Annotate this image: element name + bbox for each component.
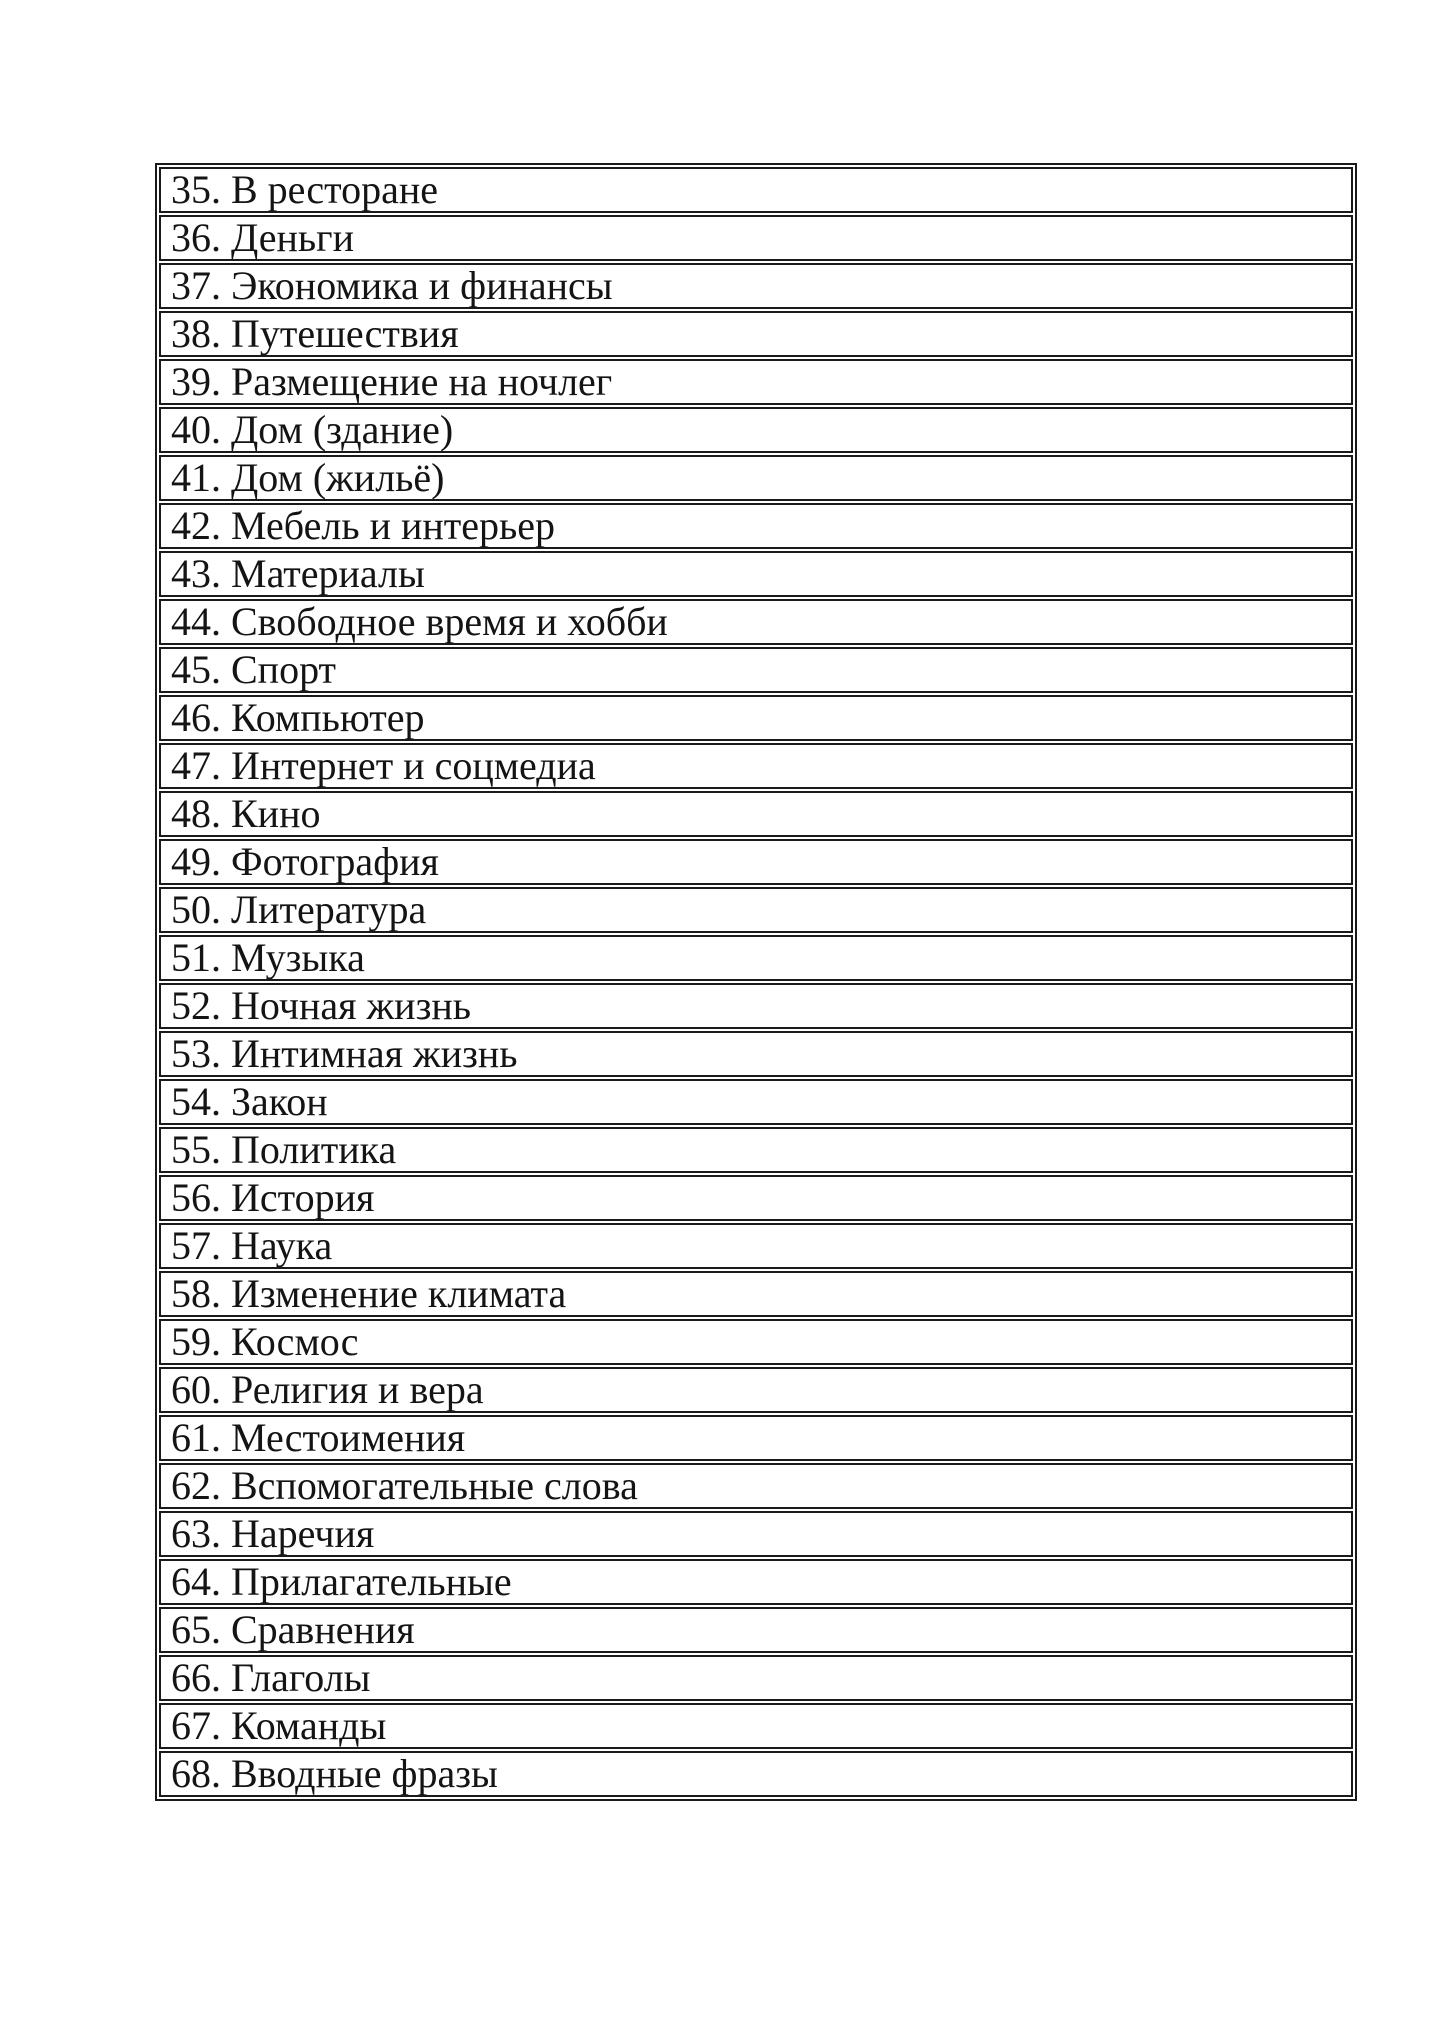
table-row [159, 647, 1353, 693]
toc-entry [159, 1319, 1353, 1365]
toc-entry [159, 311, 1353, 357]
toc-entry [159, 983, 1353, 1029]
toc-entry [159, 1703, 1353, 1749]
table-row [159, 1127, 1353, 1173]
toc-entry-text: 57. Наука [171, 1223, 333, 1268]
toc-entry [159, 1367, 1353, 1413]
table-row [159, 551, 1353, 597]
table-row [159, 1175, 1353, 1221]
toc-entry-text: 64. Прилагательные [171, 1559, 512, 1604]
table-row [159, 503, 1353, 549]
toc-entry [159, 263, 1353, 309]
table-row [159, 311, 1353, 357]
toc-entry-text: 49. Фотография [171, 839, 439, 884]
table-row [159, 1415, 1353, 1461]
toc-entry-text: 52. Ночная жизнь [171, 983, 472, 1028]
toc-entry-text: 62. Вспомогательные слова [171, 1463, 638, 1508]
toc-entry-text: 60. Религия и вера [171, 1367, 484, 1412]
toc-entry-text: 55. Политика [171, 1127, 397, 1172]
toc-entry-text: 48. Кино [171, 791, 321, 836]
toc-entry-text: 43. Материалы [171, 551, 425, 596]
toc-entry [159, 935, 1353, 981]
toc-entry-text: 36. Деньги [171, 215, 354, 260]
toc-entry [159, 359, 1353, 405]
table-row [159, 1703, 1353, 1749]
toc-entry-text: 47. Интернет и соцмедиа [171, 743, 596, 788]
table-row [159, 215, 1353, 261]
toc-entry-text: 63. Наречия [171, 1511, 375, 1556]
toc-entry [159, 407, 1353, 453]
toc-entry-text: 54. Закон [171, 1079, 328, 1124]
table-row [159, 695, 1353, 741]
table-row [159, 1271, 1353, 1317]
contents-table-body [159, 167, 1353, 1797]
toc-entry-text: 56. История [171, 1175, 375, 1220]
toc-entry [159, 839, 1353, 885]
toc-entry [159, 887, 1353, 933]
table-row [159, 1319, 1353, 1365]
toc-entry-text: 37. Экономика и финансы [171, 263, 613, 308]
toc-entry [159, 551, 1353, 597]
toc-entry [159, 743, 1353, 789]
table-row [159, 599, 1353, 645]
toc-entry [159, 695, 1353, 741]
table-row [159, 791, 1353, 837]
toc-entry-text: 68. Вводные фразы [171, 1751, 498, 1796]
toc-entry [159, 215, 1353, 261]
toc-entry [159, 1607, 1353, 1653]
toc-entry-text: 41. Дом (жильё) [171, 455, 445, 500]
toc-entry [159, 167, 1353, 213]
table-row [159, 263, 1353, 309]
table-row [159, 1607, 1353, 1653]
toc-entry-text: 65. Сравнения [171, 1607, 415, 1652]
table-row [159, 1079, 1353, 1125]
toc-entry [159, 1463, 1353, 1509]
toc-entry-text: 42. Мебель и интерьер [171, 503, 556, 548]
toc-entry-text: 53. Интимная жизнь [171, 1031, 518, 1076]
toc-entry [159, 1127, 1353, 1173]
toc-entry-text: 67. Команды [171, 1703, 387, 1748]
table-row [159, 935, 1353, 981]
toc-entry [159, 1031, 1353, 1077]
toc-entry-text: 46. Компьютер [171, 695, 425, 740]
toc-entry-text: 58. Изменение климата [171, 1271, 567, 1316]
toc-entry [159, 503, 1353, 549]
table-row [159, 1463, 1353, 1509]
toc-entry-text: 50. Литература [171, 887, 427, 932]
table-row [159, 407, 1353, 453]
table-row [159, 1511, 1353, 1557]
table-row [159, 743, 1353, 789]
toc-entry [159, 1751, 1353, 1797]
toc-entry [159, 1415, 1353, 1461]
toc-entry [159, 1511, 1353, 1557]
toc-entry-text: 45. Спорт [171, 647, 337, 692]
toc-entry [159, 647, 1353, 693]
toc-entry-text: 38. Путешествия [171, 311, 459, 356]
toc-entry-text: 66. Глаголы [171, 1655, 371, 1700]
toc-entry [159, 1655, 1353, 1701]
toc-entry [159, 1271, 1353, 1317]
table-row [159, 887, 1353, 933]
toc-entry [159, 791, 1353, 837]
toc-entry-text: 61. Местоимения [171, 1415, 466, 1460]
toc-entry-text: 35. В ресторане [171, 167, 439, 212]
table-row [159, 455, 1353, 501]
toc-entry [159, 1079, 1353, 1125]
table-row [159, 1223, 1353, 1269]
toc-entry-text: 40. Дом (здание) [171, 407, 454, 452]
table-row [159, 983, 1353, 1029]
toc-entry [159, 1175, 1353, 1221]
toc-entry-text: 44. Свободное время и хобби [171, 599, 668, 644]
table-row [159, 839, 1353, 885]
table-row [159, 167, 1353, 213]
table-row [159, 1751, 1353, 1797]
toc-entry [159, 1223, 1353, 1269]
table-row [159, 1367, 1353, 1413]
toc-entry-text: 51. Музыка [171, 935, 365, 980]
contents-table [155, 163, 1357, 1801]
table-row [159, 1655, 1353, 1701]
table-row [159, 359, 1353, 405]
toc-entry [159, 599, 1353, 645]
toc-entry-text: 39. Размещение на ночлег [171, 359, 613, 404]
toc-entry [159, 1559, 1353, 1605]
toc-entry-text: 59. Космос [171, 1319, 359, 1364]
table-row [159, 1559, 1353, 1605]
table-row [159, 1031, 1353, 1077]
toc-entry [159, 455, 1353, 501]
